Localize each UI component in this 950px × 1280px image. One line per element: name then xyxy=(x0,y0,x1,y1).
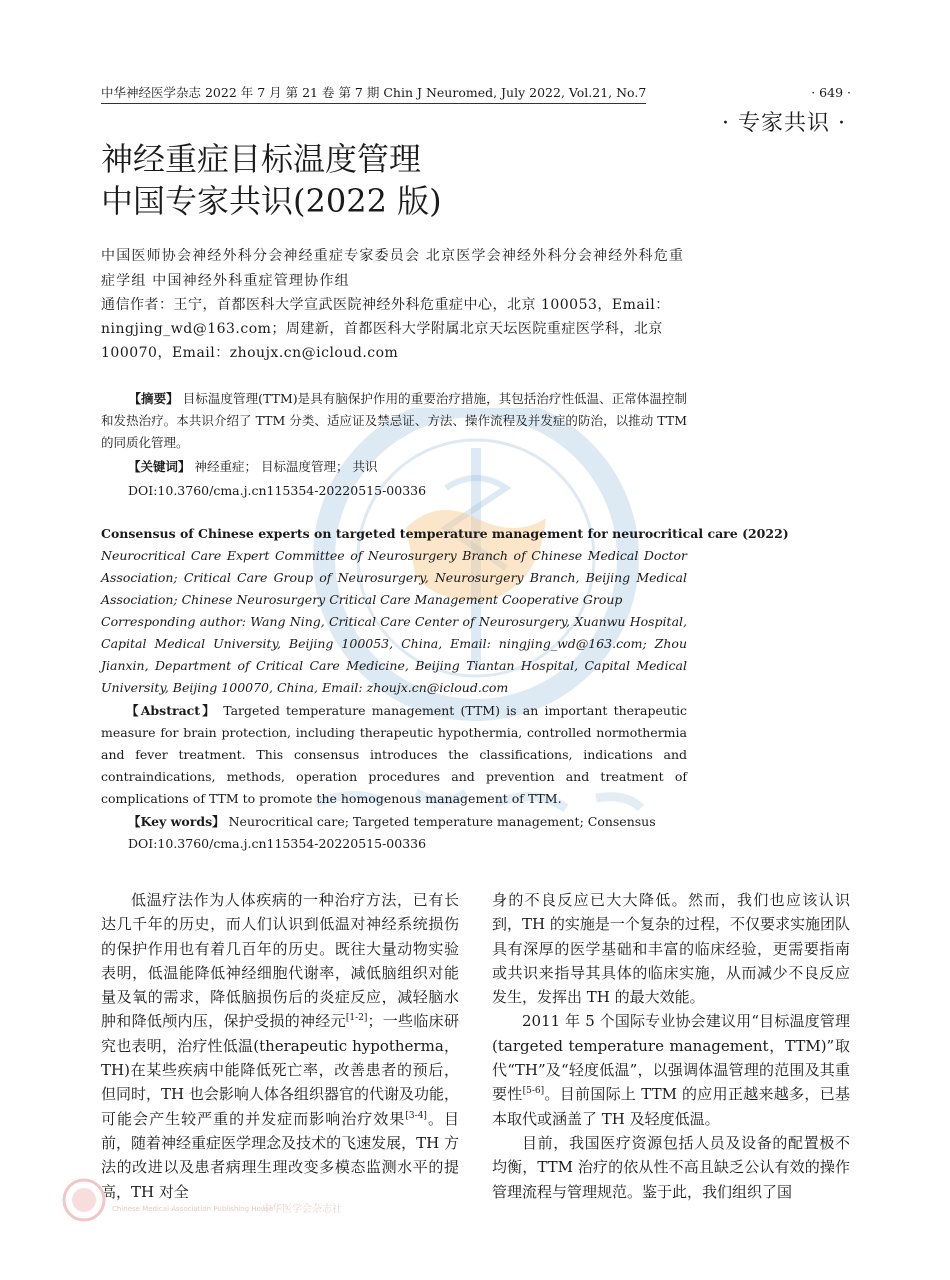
keywords-text-en: Neurocritical care; Targeted temperature management; Consensus xyxy=(228,814,656,829)
body-paragraph: 低温疗法作为人体疾病的一种治疗方法，已有长达几千年的历史，而人们认识到低温对神经系统损伤的保护作用也有着几百年的历史。既往大量动物实验表明，低温能降低神经细胞代谢率，减低脑组织对能量及氧的需求，降低脑损伤后的炎症反应，减轻脑水肿和降低颅内压，保护受损的神经元[1-2]；一些临床研究也表明，治疗性低温(therapeutic hypotherma，TH)在某些疾病中能降低死亡率，改善患者的预后，但同时，TH 也会影响人体各组织器官的代谢及功能，可能会产生较严重的并发症而影响治疗效果[3-4]。目前，随着神经重症医学理念及技术的飞速发展，TH 方法的改进以及患者病理生理改变多模态监测水平的提高，TH 对全 xyxy=(101,891,459,1201)
english-abstract xyxy=(101,700,687,810)
english-affiliation xyxy=(101,545,687,699)
corresponding-author-en: Corresponding author: Wang Ning, Critical Care Center of Neurosurgery, Xuanwu Hospital, Capital Medical University, Beijing 100053, China, Email: ningjing_wd@163.com; Zhou Jianxin, Department of Critical Care Medicine, Beijing Tiantan Hospital, Capital Medical University, Beijing 100070, China, Email: zhoujx.cn@icloud.com xyxy=(101,614,687,695)
body-column-right xyxy=(492,888,850,1218)
page-number: · 649 · xyxy=(811,85,851,100)
running-header xyxy=(101,84,851,104)
citation-ref: [5-6] xyxy=(522,1086,545,1097)
title-line-1: 神经重症目标温度管理 xyxy=(101,140,422,178)
keywords-en xyxy=(128,811,656,833)
doi-cn: DOI:10.3760/cma.j.cn115354-20220515-00336 xyxy=(128,483,427,498)
keywords-text-cn: 神经重症； 目标温度管理； 共识 xyxy=(194,459,378,474)
keywords-label-en: 【Key words】 xyxy=(128,814,225,829)
title-line-2: 中国专家共识(2022 版) xyxy=(101,182,442,220)
affiliation-text: Neurocritical Care Expert Committee of Neurosurgery Branch of Chinese Medical Doctor Association; Critical Care Group of Neurosurgery, Neurosurgery Branch, Beijing Medical Association; Chinese Neurosurgery Critical Care Management Cooperative Group xyxy=(101,548,687,607)
correspondence: 通信作者：王宁，首都医科大学宣武医院神经外科危重症中心，北京 100053，Email：ningjing_wd@163.com；周建新，首都医科大学附属北京天坛医院重症医学科，北京 100070，Email：zhoujx.cn@icloud.com xyxy=(101,297,670,361)
journal-citation: 中华神经医学杂志 2022 年 7 月 第 21 卷 第 7 期 Chin J Neuromed, July 2022, Vol.21, No.7 xyxy=(101,84,646,104)
abstract-text-en: Targeted temperature management (TTM) is an important therapeutic measure for brain protection, including therapeutic hypothermia, controlled normothermia and fever treatment. This consensus introduces the classifications, indications and contraindications, methods, operation procedures and prevention and treatment of complications of TTM to promote the homogenous management of TTM. xyxy=(101,703,687,806)
citation-ref: [3-4] xyxy=(405,1110,427,1121)
section-label: · 专家共识 · xyxy=(722,111,846,136)
citation-ref: [1-2] xyxy=(345,1013,368,1024)
body-paragraph: 2011 年 5 个国际专业协会建议用“目标温度管理 (targeted temperature management，TTM)”取代“TH”及“轻度低温”，以强调体温管理的范围及其重要性[5-6]。目前国际上 TTM 的应用正越来越多，已基本取代或涵盖了 TH 及轻度低温。 xyxy=(492,1012,850,1128)
body-paragraph: 身的不良反应已大大降低。然而，我们也应该认识到，TH 的实施是一个复杂的过程，不仅要求实施团队具有深厚的医学基础和丰富的临床经验，更需要指南或共识来指导其具体的临床实施，从而减少不良反应发生，发挥出 TH 的最大效能。 xyxy=(492,891,850,1007)
author-groups: 中国医师协会神经外科分会神经重症专家委员会 北京医学会神经外科分会神经外科危重症学组 中国神经外科重症管理协作组 xyxy=(101,248,685,289)
publisher-stamp-icon xyxy=(62,1178,106,1222)
abstract-label-cn: 【摘要】 xyxy=(128,391,179,406)
watermark-text-en: Chinese Medical Association Publishing House xyxy=(112,1205,274,1213)
abstract-text-cn: 目标温度管理(TTM)是具有脑保护作用的重要治疗措施，其包括治疗性低温、正常体温控制和发热治疗。本共识介绍了 TTM 分类、适应证及禁忌证、方法、操作流程及并发症的防治，以推动 TTM 的同质化管理。 xyxy=(101,391,687,450)
abstract-label-en: 【Abstract】 xyxy=(126,703,218,718)
keywords-label-cn: 【关键词】 xyxy=(128,459,191,474)
article-title xyxy=(101,138,621,222)
english-title: Consensus of Chinese experts on targeted temperature management for neurocritical care (2022) xyxy=(101,526,789,541)
watermark-text-cn: 中华医学会杂志社 xyxy=(262,1204,342,1215)
doi-en: DOI:10.3760/cma.j.cn115354-20220515-00336 xyxy=(128,836,427,851)
body-column-left xyxy=(101,888,459,1218)
keywords-cn xyxy=(128,456,377,478)
body-paragraph: 目前，我国医疗资源包括人员及设备的配置极不均衡，TTM 治疗的依从性不高且缺乏公认有效的操作管理流程与管理规范。鉴于此，我们组织了国 xyxy=(492,1133,850,1201)
chinese-abstract xyxy=(101,388,687,454)
